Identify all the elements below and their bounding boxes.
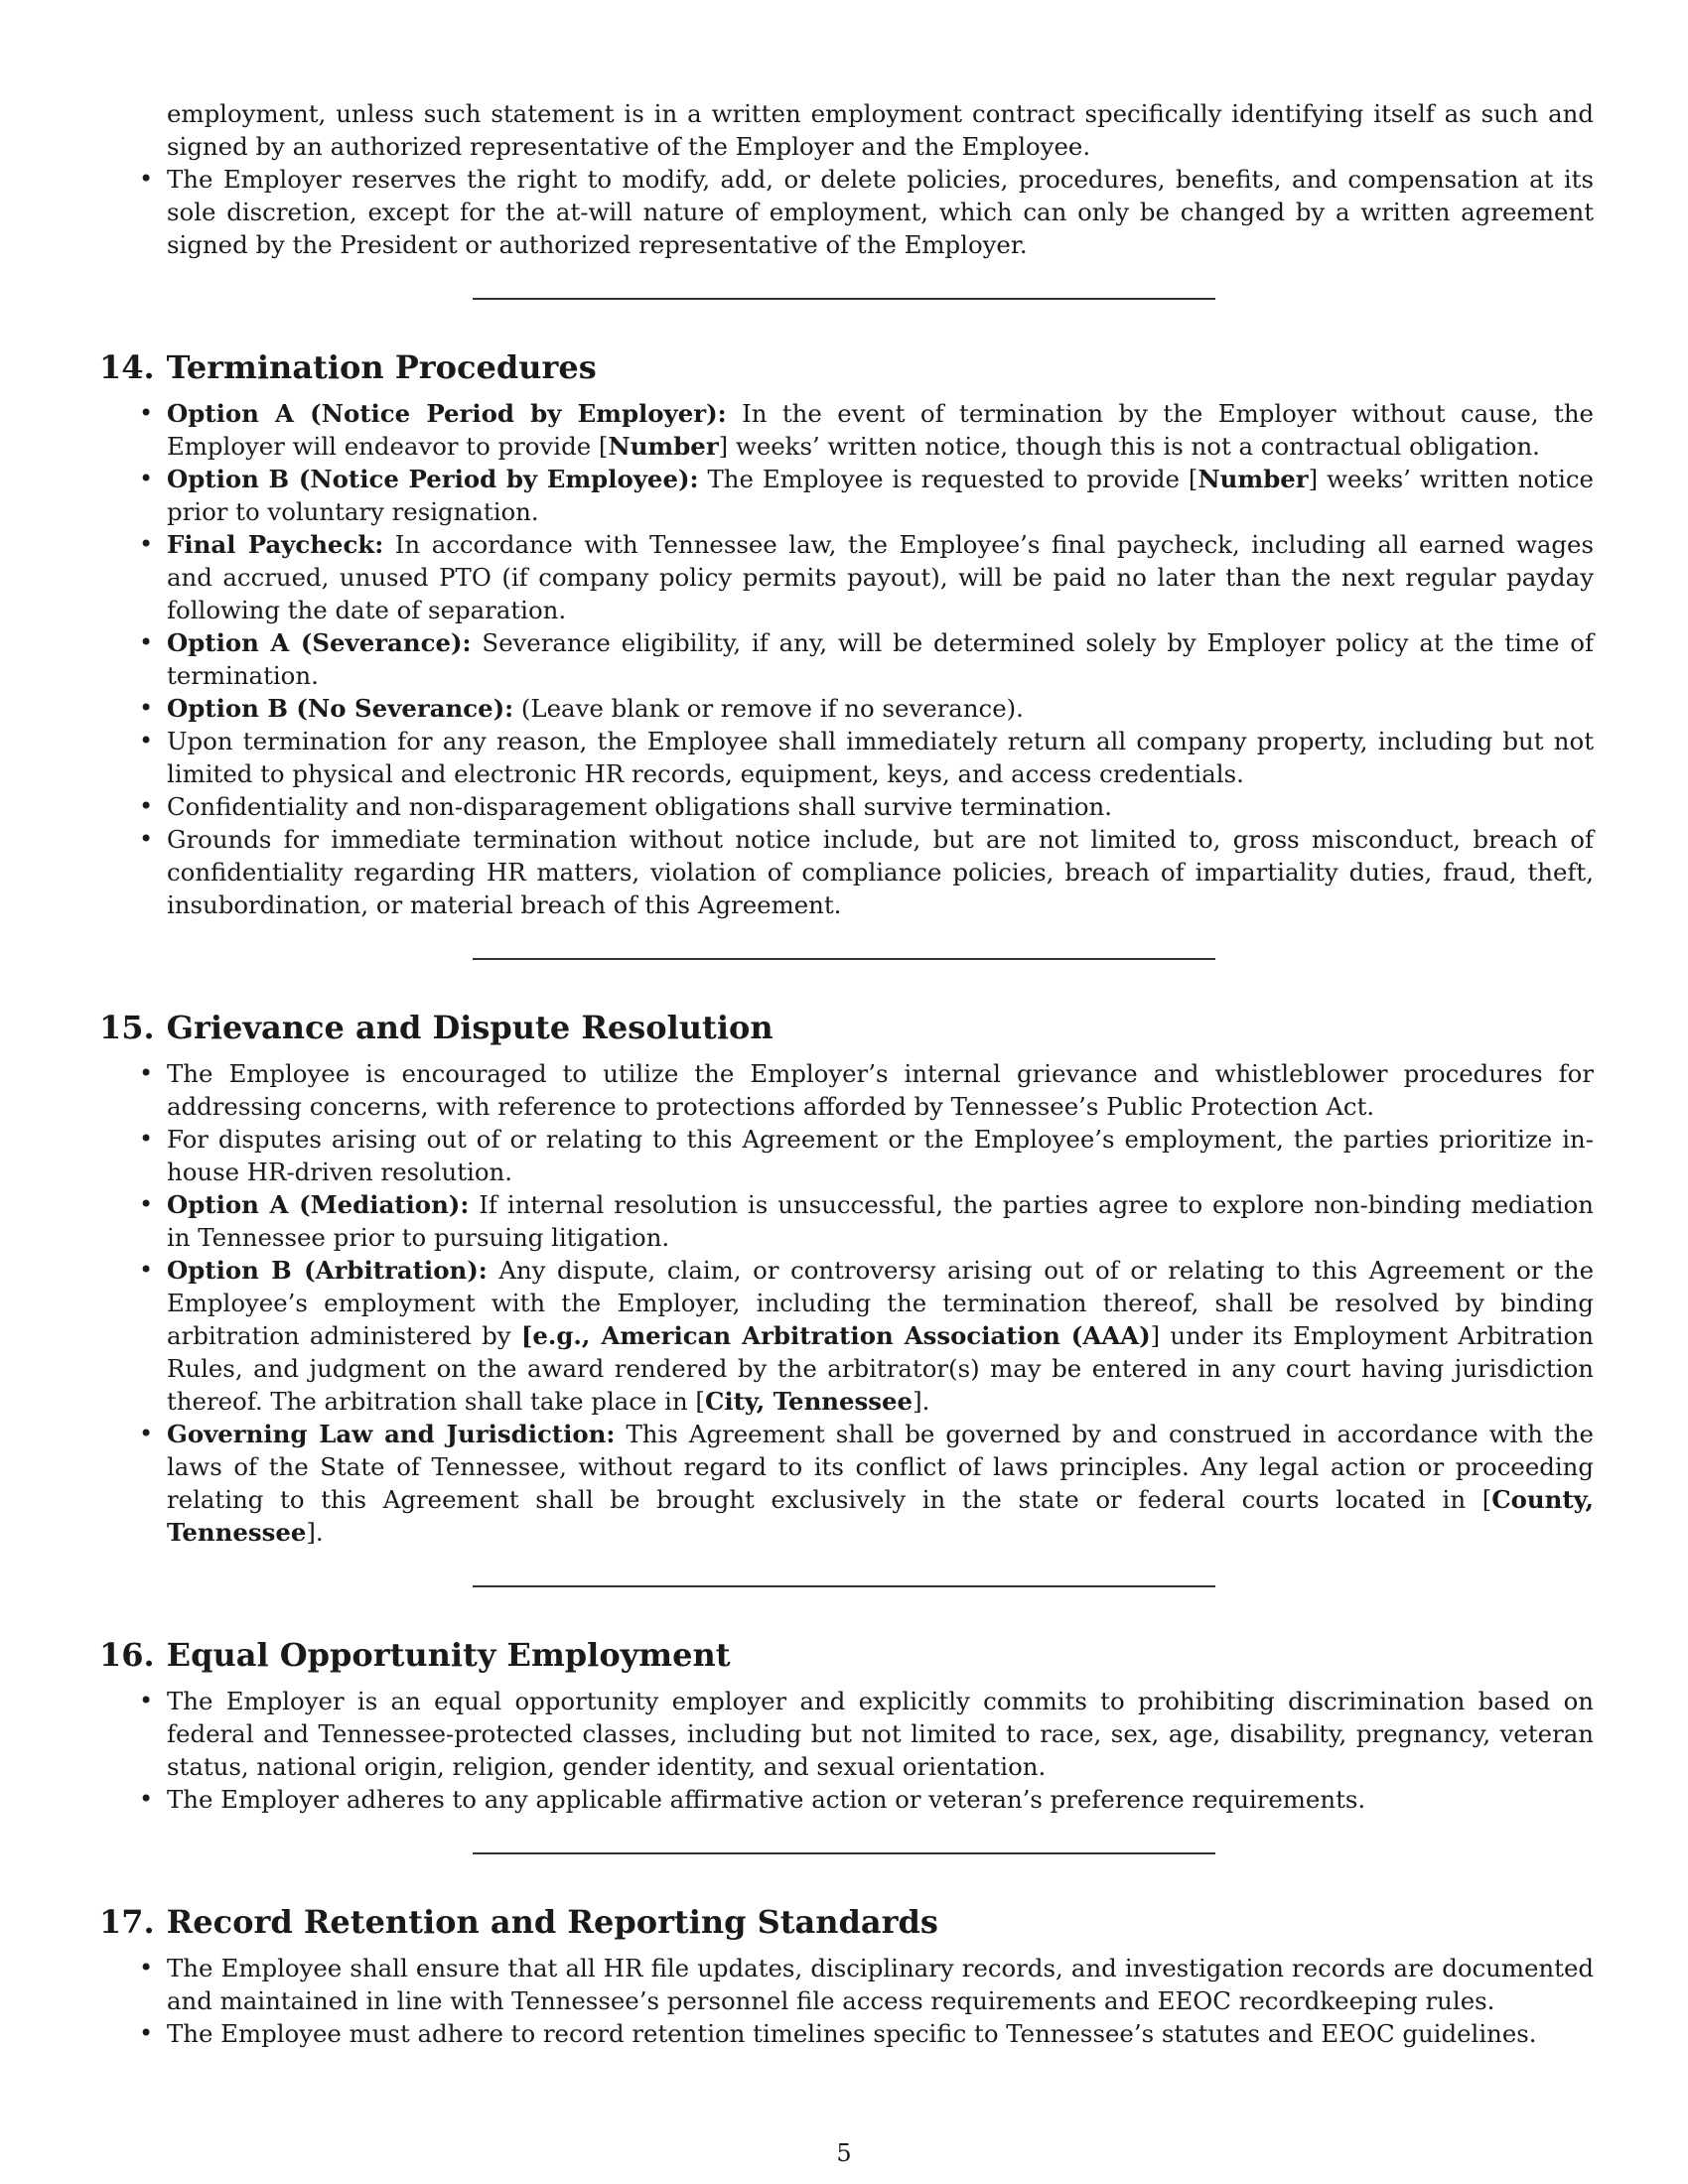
list-item: • Option B (Arbitration): Any dispute, claim, or controversy arising out of or relating to this Agreement or the Employee’s employment with the Employer, including the termination thereof, shall be resolved by binding arbitration administered by [e.g., American Arbitration Association (AAA)] under its Employment Arbitration Rules, and judgment on the award rendered by the arbitrator(s) may be entered in any court having jurisdiction thereof. The arbitration shall take place in [City, Tennessee]. [99,1254,1594,1418]
list-item: • Final Paycheck: In accordance with Tennessee law, the Employee’s final paycheck, including all earned wages and accrued, unused PTO (if company policy permits payout), will be paid no later than the next regular payday following the date of separation. [99,528,1594,626]
section-title: Termination Procedures [166,348,597,386]
list-item: • The Employer reserves the right to modify, add, or delete policies, procedures, benefits, and compensation at its sole discretion, except for the at-will nature of employment, which can only be changed by a written agreement signed by the President or authorized representative of the Employer. [99,163,1594,261]
continuation-paragraph: employment, unless such statement is in a written employment contract specifically identifying itself as such and signed by an authorized representative of the Employer and the Employee. [167,99,1594,161]
section-title: Record Retention and Reporting Standards [166,1903,938,1941]
section-heading-15 [99,1008,1594,1047]
top-bullet-list [99,163,1594,261]
eeo-list [99,1685,1594,1816]
list-item: • Option B (No Severance): (Leave blank or remove if no severance). [99,692,1594,725]
section-heading-17 [99,1902,1594,1942]
list-item: • The Employer is an equal opportunity employer and explicitly commits to prohibiting discrimination based on federal and Tennessee-protected classes, including but not limited to race, sex, age, disability, pregnancy, veteran status, national origin, religion, gender identity, and sexual orientation. [99,1685,1594,1783]
list-item: • For disputes arising out of or relating to this Agreement or the Employee’s employment, the parties prioritize in-house HR-driven resolution. [99,1123,1594,1188]
list-item: • The Employee is encouraged to utilize the Employer’s internal grievance and whistleblower procedures for addressing concerns, with reference to protections afforded by Tennessee’s Public Protection Act. [99,1057,1594,1123]
records-list [99,1952,1594,2050]
list-item: • The Employer adheres to any applicable affirmative action or veteran’s preference requirements. [99,1783,1594,1816]
list-item: • Grounds for immediate termination without notice include, but are not limited to, gross misconduct, breach of confidentiality regarding HR matters, violation of compliance policies, breach of impartiality duties, fraud, theft, insubordination, or material breach of this Agreement. [99,823,1594,921]
section-title: Equal Opportunity Employment [166,1636,731,1674]
section-heading-16 [99,1635,1594,1675]
list-item: • Option B (Notice Period by Employee): The Employee is requested to provide [Number] weeks’ written notice prior to voluntary resignation. [99,463,1594,528]
list-item: • Option A (Mediation): If internal resolution is unsuccessful, the parties agree to explore non-binding mediation in Tennessee prior to pursuing litigation. [99,1188,1594,1254]
list-item: • Governing Law and Jurisdiction: This Agreement shall be governed by and construed in accordance with the laws of the State of Tennessee, without regard to its conflict of laws principles. Any legal action or proceeding relating to this Agreement shall be brought exclusively in the state or federal courts located in [County, Tennessee]. [99,1418,1594,1549]
list-item: • The Employee must adhere to record retention timelines specific to Tennessee’s statutes and EEOC guidelines. [99,2017,1594,2050]
section-heading-14 [99,347,1594,387]
termination-list [99,397,1594,921]
continuation-block [167,97,1594,163]
list-item: • Option A (Severance): Severance eligibility, if any, will be determined solely by Employer policy at the time of termination. [99,626,1594,692]
list-item: • Confidentiality and non-disparagement obligations shall survive termination. [99,790,1594,823]
list-item: • The Employee shall ensure that all HR file updates, disciplinary records, and investigation records are documented and maintained in line with Tennessee’s personnel file access requirements and EEOC recordkeeping rules. [99,1952,1594,2017]
list-item: • Option A (Notice Period by Employer): In the event of termination by the Employer without cause, the Employer will endeavor to provide [Number] weeks’ written notice, though this is not a contractual obligation. [99,397,1594,463]
document-page [99,97,1594,2050]
section-number: 17. [99,1903,155,1941]
section-number: 16. [99,1636,155,1674]
page-number: 5 [836,2139,852,2167]
grievance-list [99,1057,1594,1549]
section-number: 15. [99,1009,155,1046]
section-number: 14. [99,348,155,386]
section-title: Grievance and Dispute Resolution [166,1009,774,1046]
list-item: • Upon termination for any reason, the Employee shall immediately return all company property, including but not limited to physical and electronic HR records, equipment, keys, and access credentials. [99,725,1594,790]
